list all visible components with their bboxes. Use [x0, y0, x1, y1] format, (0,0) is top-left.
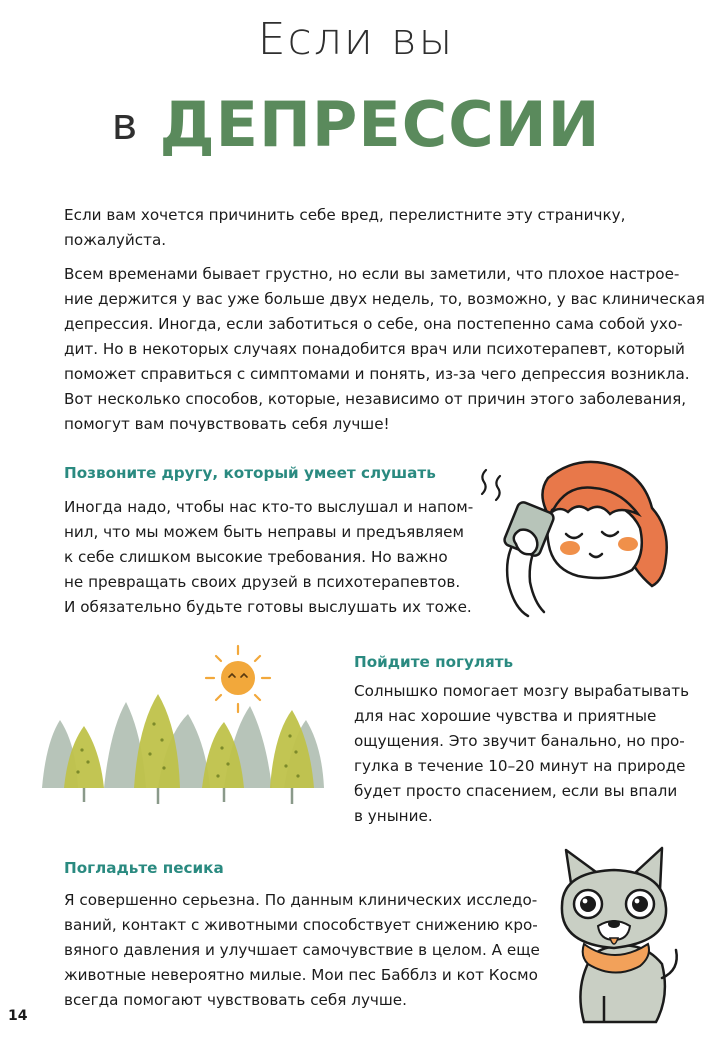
text-line: пожалуйста.: [64, 231, 167, 249]
section-heading-pet-dog: Погладьте песика: [64, 859, 224, 877]
text-line: Солнышко помогает мозгу вырабатывать: [354, 682, 690, 700]
trees-and-sun-illustration: [38, 640, 338, 810]
section-text-call-friend: [64, 495, 473, 620]
text-line: к себе слишком высокие требования. Но важно: [64, 548, 448, 566]
text-line: помогут вам почувствовать себя лучше!: [64, 415, 390, 433]
vibration-icon: [482, 470, 486, 494]
girl-on-phone-illustration: [470, 458, 692, 618]
text-line: в уныние.: [354, 807, 433, 825]
blush-right: [618, 537, 638, 551]
text-line: дит. Но в некоторых случаях понадобится врач или психотерапевт, который: [64, 340, 685, 358]
text-line: будет просто спасением, если вы впали: [354, 782, 678, 800]
text-line: ощущения. Это звучит банально, но про-: [354, 732, 685, 750]
section-heading-call-friend: Позвоните другу, который умеет слушать: [64, 464, 436, 482]
page-number: 14: [8, 1008, 28, 1024]
hand-shape: [514, 530, 538, 555]
text-line: гулка в течение 10–20 минут на природе: [354, 757, 686, 775]
page-title-accent: ДЕПРЕССИИ: [159, 88, 601, 161]
section-text-pet-dog: [64, 888, 540, 1013]
text-line: нил, что мы можем быть неправы и предъявляем: [64, 523, 464, 541]
tree-trunks: [84, 788, 292, 804]
text-line: Вот несколько способов, которые, независимо от причин этого заболевания,: [64, 390, 687, 408]
text-line: И обязательно будьте готовы выслушать их тоже.: [64, 598, 472, 616]
text-line: для нас хорошие чувства и приятные: [354, 707, 657, 725]
page-title-prefix: в: [111, 99, 138, 150]
text-line: всегда помогают чувствовать себя лучше.: [64, 991, 407, 1009]
blush-left: [560, 541, 580, 555]
text-line: вяного давления и улучшает самочувствие в целом. А еще: [64, 941, 540, 959]
bulldog-illustration: [544, 846, 694, 1026]
text-line: не превращать своих друзей в психотерапевтов.: [64, 573, 461, 591]
text-line: поможет справиться с симптомами и понять, из-за чего депрессия возникла.: [64, 365, 690, 383]
text-line: Если вам хочется причинить себе вред, перелистните эту страничку,: [64, 206, 626, 224]
section-text-walk: [354, 679, 689, 829]
text-line: животные невероятно милые. Мои пес Бабблз и кот Космо: [64, 966, 538, 984]
text-line: Иногда надо, чтобы нас кто-то выслушал и напом-: [64, 498, 474, 516]
text-line: ние держится у вас уже больше двух недель, то, возможно, у вас клиническая: [64, 290, 705, 308]
text-line: Я совершенно серьезна. По данным клинических исследо-: [64, 891, 538, 909]
vibration-icon: [496, 476, 500, 500]
dog-nose-icon: [608, 920, 620, 928]
text-line: депрессия. Иногда, если заботиться о себе, она постепенно сама собой ухо-: [64, 315, 683, 333]
sun-icon: [206, 646, 270, 712]
page-title-line1: Если вы: [257, 14, 455, 65]
intro-paragraph-1: [64, 203, 625, 253]
text-line: Всем временами бывает грустно, но если вы заметили, что плохое настрое-: [64, 265, 680, 283]
section-heading-walk: Пойдите погулять: [354, 653, 514, 671]
text-line: ваний, контакт с животными способствует снижению кро-: [64, 916, 538, 934]
intro-paragraph-2: [64, 262, 705, 437]
page-title-line2: [0, 88, 712, 161]
